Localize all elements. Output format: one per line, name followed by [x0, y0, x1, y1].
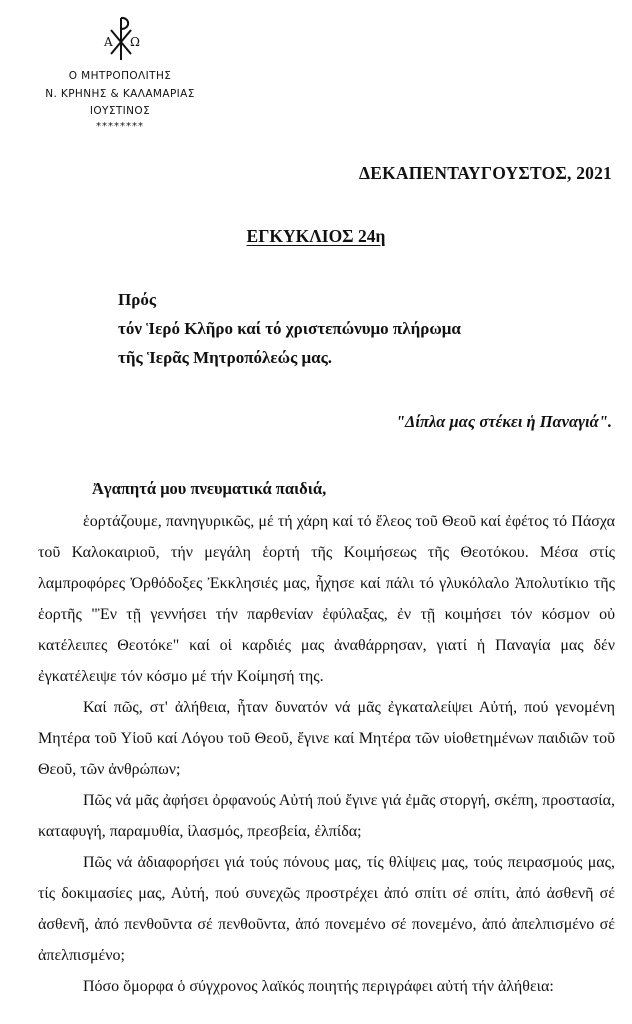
addressee-line: τῆς Ἱερᾶς Μητροπόλεώς μας.	[118, 348, 333, 367]
body-paragraph: Πῶς νά μᾶς ἀφήσει ὀρφανούς Αὐτή πού ἔγινε γιά ἐμᾶς στοργή, σκέπη, προστασία, καταφυγή, παραμυθία, ἱλασμός, πρεσβεία, ἐλπίδα;	[38, 792, 615, 840]
motto-quote: "Δίπλα μας στέκει ἡ Παναγιά".	[395, 412, 612, 431]
sender-title: Ο ΜΗΤΡΟΠΟΛΙΤΗΣ	[68, 70, 172, 82]
sender-see: Ν. ΚΡΗΝΗΣ & ΚΑΛΑΜΑΡΙΑΣ	[45, 87, 195, 100]
body-paragraph: Καί πῶς, στ' ἀλήθεια, ἦταν δυνατόν νά μᾶς ἐγκαταλείψει Αὐτή, πού γενομένη Μητέρα τοῦ Υἱοῦ καί Λόγου τοῦ Θεοῦ, ἔγινε καί Μητέρα τῶν υἱοθετημένων παιδιῶν τοῦ Θεοῦ, τῶν ἀνθρώπων;	[38, 699, 615, 778]
emblem-alpha: Α	[104, 35, 113, 49]
sender-name: ΙΟΥΣΤΙΝΟΣ	[89, 105, 151, 117]
body-paragraph: Πῶς νά ἀδιαφορήσει γιά τούς πόνους μας, τίς θλίψεις μας, τούς πειρασμούς μας, τίς δοκιμασίες μας, Αὐτή, πού συνεχῶς προστρέχει ἀπό σπίτι σέ σπίτι, ἀπό ἀσθενῆ σέ ἀσθενῆ, ἀπό πενθοῦντα σέ πενθοῦντα, ἀπό πονεμένο σέ πονεμένο, ἀπό ἀπελπισμένο σέ ἀπελπισμένο;	[38, 854, 615, 964]
addressee-line: τόν Ἱερό Κλῆρο καί τό χριστεπώνυμο πλήρωμα	[118, 319, 461, 338]
chi-rho-alpha-omega-icon	[97, 8, 145, 62]
emblem-omega: Ω	[130, 35, 140, 49]
encyclical-heading	[0, 226, 632, 247]
body-paragraph: ἑορτάζουμε, πανηγυρικῶς, μέ τή χάρη καί τό ἔλεος τοῦ Θεοῦ καί ἐφέτος τό Πάσχα τοῦ Καλοκαιριοῦ, τήν μεγάλη ἑορτή τῆς Κοιμήσεως τῆς Θεοτόκου. Μέσα στίς λαμπροφόρες Ὀρθόδοξες Ἐκκλησιές μας, ἦχησε καί πάλι τό γλυκόλαλο Ἀπολυτίκιο τῆς ἑορτῆς "Ἐν τῇ γεννήσει τήν παρθενίαν ἐφύλαξας, ἐν τῇ κοιμήσει τόν κόσμον οὐ κατέλειπες Θεοτόκε" καί οἱ καρδιές μας ἀναθάρρησαν, γιατί ἡ Παναγία μας δέν ἐγκατέλειψε τόν κόσμο μέ τήν Κοίμησή της.	[38, 513, 615, 685]
letter-date: ΔΕΚΑΠΕΝΤΑΥΓΟΥΣΤΟΣ, 2021	[359, 163, 612, 183]
greeting: Ἀγαπητά μου πνευματικά παιδιά,	[92, 479, 327, 498]
addressee-block	[118, 285, 461, 372]
body-paragraph: Πόσο ὄμορφα ὁ σύγχρονος λαϊκός ποιητής περιγράφει αὐτή τήν ἀλήθεια:	[83, 978, 554, 995]
sender-block	[10, 68, 230, 133]
letter-body	[38, 506, 615, 1002]
encyclical-title: ΕΓΚΥΚΛΙΟΣ 24η	[246, 226, 386, 246]
addressee-line: Πρός	[118, 290, 156, 309]
sender-stars: ********	[96, 120, 144, 132]
